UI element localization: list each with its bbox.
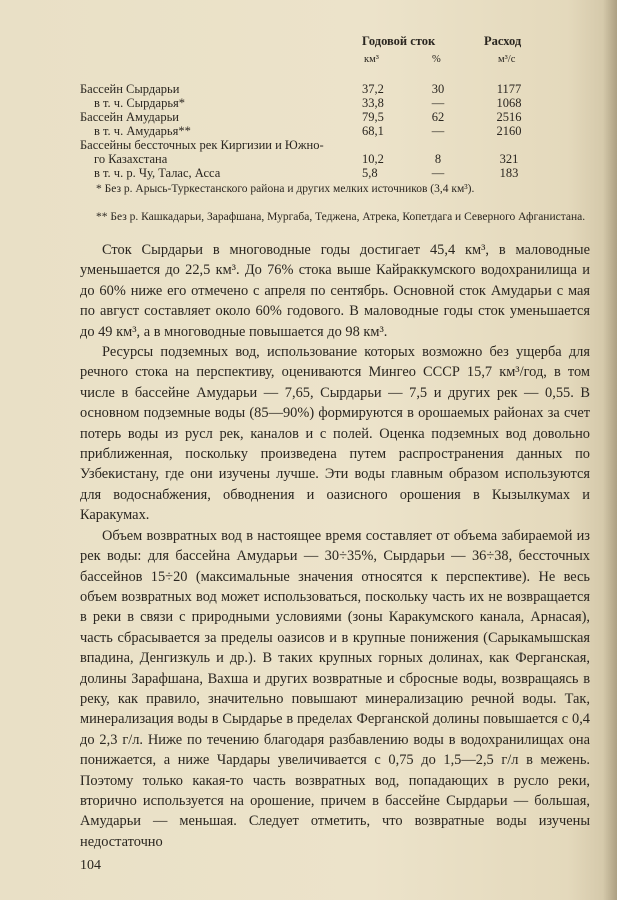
table-row — [80, 152, 580, 166]
table-row — [80, 110, 580, 124]
row-runoff-percent: 62 — [431, 110, 445, 124]
row-runoff-percent: 8 — [434, 152, 442, 166]
row-runoff-km3: 68,1 — [362, 124, 384, 138]
table-row — [80, 166, 580, 180]
row-runoff-percent: — — [431, 166, 445, 180]
row-runoff-percent: — — [431, 96, 445, 110]
row-runoff-km3: 37,2 — [362, 82, 384, 96]
footnote-1: * Без р. Арысь-Туркестанского района и других мелких источников (3,4 км³). — [96, 183, 475, 195]
unit-m3s: м³/с — [498, 54, 516, 65]
table-row — [80, 96, 580, 110]
header-discharge: Расход — [484, 34, 522, 48]
row-name: в т. ч. р. Чу, Талас, Асса — [94, 166, 221, 180]
table-row — [80, 138, 580, 152]
paragraph-return-water: Объем возвратных вод в настоящее время составляет от объема забираемой из рек воды: для бассейна Амударьи — 30÷35%, Сырдарьи — 36÷38, бессточных бассейнов 15÷20 (максимальные значения относятся к перспективе). Не весь объем возвратных вод может использоваться, поскольку часть их не возвращается в реки в связи с природными условиями (зоны Каракумского канала, Арнасая), часть сбрасывается за пределы оазисов и в крупные понижения (Сарыкамышская впадина, Денгизкуль и др.). В таких крупных горных долинах, как Ферганская, долины Зарафшана, Вахша и других возвратные и сбросные воды, возвращаясь в реку, как правило, значительно повышают минерализацию речной воды. Так, минерализация воды в Сырдарье в пределах Ферганской долины повышается с 0,4 до 2,3 г/л. Ниже по течению благодаря разбавлению воды в водохранилищах она понижается, а ниже Чардары увеличивается с 0,75 до 1,5—2,5 г/л в межень. Поэтому только какая-то часть возвратных вод, попадающих в русло реки, вторично используется на орошение, причем в бассейне Сырдарьи — большая, Амударьи — меньшая. Следует отметить, что возвратные воды изучены недостаточно — [80, 527, 590, 850]
footnote-2: ** Без р. Кашкадарьи, Зарафшана, Мургаба, Теджена, Атрека, Копетдага и Северного Афганистана. — [96, 211, 586, 223]
row-name: Бассейны бессточных рек Киргизии и Южно- — [80, 138, 324, 152]
paragraph-syrdarya-runoff: Сток Сырдарьи в многоводные годы достигает 45,4 км³, в маловодные уменьшается до 22,5 км³. До 76% стока выше Кайраккумского водохранилища и до 60% ниже его отмечено с апреля по сентябрь. Основной сток Амударьи с мая по август составляет около 60% годового. В маловодные годы сток уменьшается до 49 км³, а в многоводные повышается до 98 км³. — [80, 242, 590, 340]
row-discharge: 2160 — [496, 124, 522, 138]
unit-percent: % — [432, 54, 441, 65]
row-discharge: 1068 — [496, 96, 522, 110]
unit-km3: км³ — [364, 54, 379, 65]
row-runoff-percent: 30 — [431, 82, 445, 96]
row-discharge: 1177 — [496, 82, 522, 96]
row-name: в т. ч. Сырдарья* — [94, 96, 186, 110]
page-spine-shadow — [603, 0, 617, 900]
row-name: Бассейн Сырдарьи — [80, 82, 180, 96]
row-runoff-km3: 10,2 — [362, 152, 384, 166]
row-runoff-km3: 79,5 — [362, 110, 384, 124]
body-text — [80, 240, 590, 852]
row-runoff-percent: — — [431, 124, 445, 138]
row-runoff-km3: 33,8 — [362, 96, 384, 110]
row-runoff-km3: 5,8 — [362, 166, 378, 180]
paragraph-groundwater: Ресурсы подземных вод, использование которых возможно без ущерба для речного стока на перспективу, оцениваются Мингео СССР 15,7 км³/год, в том числе в бассейне Амударьи — 7,65, Сырдарьи — 7,5 и других рек — 0,55. В основном подземные воды (85—90%) формируются в орошаемых районах за счет потерь воды из русл рек, каналов и с полей. Оценка подземных вод довольно приближенная, поскольку произведена путем распространения данных по Узбекистану, где они изучены лучше. Эти воды главным образом используются для водоснабжения, обводнения и оазисного орошения в Кызылкумах и Каракумах. — [80, 344, 590, 524]
header-annual-runoff: Годовой сток — [362, 34, 436, 48]
row-discharge: 2516 — [496, 110, 522, 124]
table-row — [80, 124, 580, 138]
row-discharge: 321 — [499, 152, 519, 166]
row-name: Бассейн Амударьи — [80, 110, 179, 124]
row-name: в т. ч. Амударья** — [94, 124, 191, 138]
table-row — [80, 82, 580, 96]
page-number: 104 — [80, 858, 101, 873]
row-name: го Казахстана — [94, 152, 168, 166]
row-discharge: 183 — [499, 166, 519, 180]
